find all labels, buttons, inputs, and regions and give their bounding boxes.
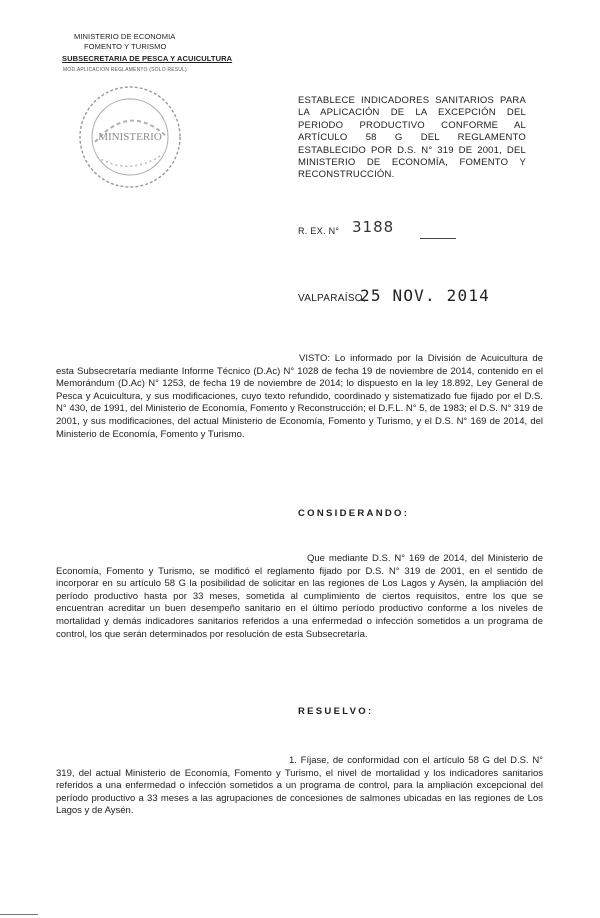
subsecretaria-name: SUBSECRETARIA DE PESCA Y ACUICULTURA bbox=[62, 54, 233, 63]
place: VALPARAÍSO, bbox=[298, 293, 366, 304]
ministry-name: MINISTERIO DE ECONOMIA bbox=[74, 32, 176, 41]
seal-text: MINISTERIO bbox=[98, 131, 162, 143]
resolution-title: ESTABLECE INDICADORES SANITARIOS PARA LA APLICACIÓN DE LA EXCEPCIÓN DEL PERIODO PRODUCTIVO CONFORME AL ARTÍCULO 58 G DEL REGLAMENTO ESTABLECIDO POR D.S. N° 319 DE 2001, DEL MINISTERIO DE ECONOMÍA, FOMENTO Y RECONSTRUCCIÓN. bbox=[298, 95, 526, 181]
resuelvo-heading: RESUELVO: bbox=[298, 706, 374, 717]
page-edge-mark bbox=[0, 914, 38, 915]
considerando-heading: CONSIDERANDO: bbox=[298, 508, 410, 519]
resuelvo-item-1: 1. Fíjase, de conformidad con el artículo 58 G del D.S. N° 319, del actual Ministerio de Economía, Fomento y Turismo, el nivel de mortalidad y los indicadores sanitarios referidos a una enfermedad o infección sometidos a un programa de control, para la ampliación excepcional del período productivo a 33 meses a las agrupaciones de concesiones de salmones ubicadas en las regiones de Los Lagos y de Aysén. bbox=[56, 755, 543, 817]
considerando-paragraph: Que mediante D.S. N° 169 de 2014, del Ministerio de Economía, Fomento y Turismo, se modificó el reglamento fijado por D.S. N° 319 de 2001, en el sentido de incorporar en su artículo 58 G la posibilidad de solicitar en las regiones de Los Lagos y Aysén, la ampliación del período productivo hasta por 33 meses, sometida al cumplimiento de ciertos requisitos, entre los que se encuentran acreditar un buen desempeño sanitario en el último período productivo conforme a los niveles de mortalidad y demás indicadores sanitarios referidos a una enfermedad o infección sometidos a un programa de control, los que serán determinados por resolución de esta Subsecretaría. bbox=[56, 553, 543, 640]
official-seal bbox=[75, 82, 185, 192]
resolution-label: R. EX. N° bbox=[298, 226, 340, 236]
document-code: MOD.APLICACION REGLAMENTO (SOLO RESUL) bbox=[63, 67, 187, 73]
resolution-number: 3188 bbox=[352, 218, 395, 236]
date-stamp: 25 NOV. 2014 bbox=[360, 286, 490, 305]
ministry-subtitle: FOMENTO Y TURISMO bbox=[84, 42, 167, 51]
visto-paragraph: VISTO: Lo informado por la División de Acuicultura de esta Subsecretaría mediante Informe Técnico (D.Ac) N° 1028 de fecha 19 de noviembre de 2014, contenido en el Memorándum (D.Ac) N° 1253, de fecha 19 de noviembre de 2014; lo dispuesto en la ley 18.892, Ley General de Pesca y Acuicultura, y sus modificaciones, cuyo texto refundido, coordinado y sistematizado fue fijado por el D.S. N° 430, de 1991, del Ministerio de Economía, Fomento y Reconstrucción; el D.F.L. N° 5, de 1983; el D.S. N° 319 de 2001, y sus modificaciones, del actual Ministerio de Economía, Fomento y Turismo, y el D.S. N° 169 de 2014, del Ministerio de Economía, Fomento y Turismo. bbox=[56, 353, 543, 440]
signature-line bbox=[420, 238, 456, 239]
